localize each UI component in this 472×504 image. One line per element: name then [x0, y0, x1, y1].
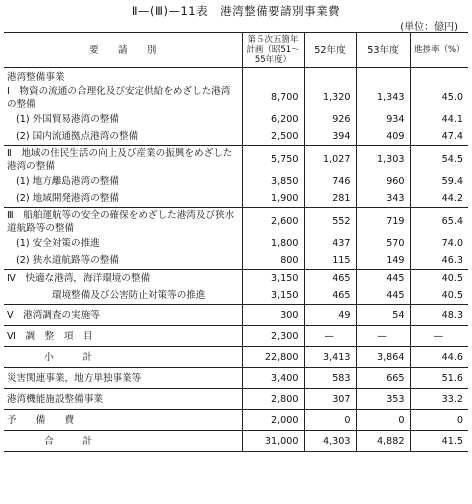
table-row [4, 410, 468, 431]
table-row [4, 146, 468, 174]
row-rate: 40.5 [410, 270, 468, 288]
budget-table [4, 32, 468, 452]
row-label: Ⅲ 船舶運航等の安全の確保をめざした港湾及び狭水道航路等の整備 [4, 208, 242, 236]
row-plan: 2,600 [242, 208, 304, 236]
row-plan: 300 [242, 305, 304, 326]
row-rate: 54.5 [410, 146, 468, 174]
row-rate: 48.3 [410, 305, 468, 326]
row-label: 合 計 [4, 431, 242, 452]
row-53: 445 [356, 287, 410, 305]
row-rate: 0 [410, 410, 468, 431]
row-label: 小 計 [4, 347, 242, 368]
table-row [4, 252, 468, 270]
row-plan: 22,800 [242, 347, 304, 368]
row-52: — [304, 326, 356, 347]
row-plan: 2,300 [242, 326, 304, 347]
row-label: Ⅱ 地域の住民生活の向上及び産業の振興をめざした港湾の整備 [4, 146, 242, 174]
row-52: 1,320 [304, 84, 356, 111]
row-53: — [356, 326, 410, 347]
row-plan: 3,400 [242, 368, 304, 389]
row-rate: 47.4 [410, 128, 468, 146]
table-row [4, 111, 468, 128]
row-53: 4,882 [356, 431, 410, 452]
row-label: (2) 狭水道航路等の整備 [16, 255, 119, 266]
row-rate: 40.5 [410, 287, 468, 305]
header-53: 53年度 [356, 33, 410, 68]
row-plan: 8,700 [242, 84, 304, 111]
table-row [4, 270, 468, 288]
row-53: 3,864 [356, 347, 410, 368]
row-label: Ⅳ 快適な港湾，海洋環境の整備 [4, 270, 242, 288]
row-plan: 2,800 [242, 389, 304, 410]
header-plan: 第５次五箇年計画（昭51～55年度） [242, 33, 304, 68]
row-52: 583 [304, 368, 356, 389]
row-plan: 3,150 [242, 287, 304, 305]
row-53: 0 [356, 410, 410, 431]
table-row [4, 235, 468, 252]
table-row [4, 287, 468, 305]
row-label: Ⅰ 物資の流通の合理化及び安定供給をめざした港湾の整備 [7, 85, 231, 110]
row-label: Ⅵ 調 整 項 目 [4, 326, 242, 347]
header-52: 52年度 [304, 33, 356, 68]
row-53: 149 [356, 252, 410, 270]
row-53: 665 [356, 368, 410, 389]
row-plan: 6,200 [242, 111, 304, 128]
row-plan: 800 [242, 252, 304, 270]
row-rate: 59.4 [410, 173, 468, 190]
row-53: 343 [356, 190, 410, 208]
row-53: 570 [356, 235, 410, 252]
header-category: 要 請 別 [4, 33, 242, 68]
row-52: 3,413 [304, 347, 356, 368]
row-label: 港湾機能施設整備事業 [4, 389, 242, 410]
row-53: 409 [356, 128, 410, 146]
row-53: 1,303 [356, 146, 410, 174]
row-label: 災害関連事業，地方単独事業等 [4, 368, 242, 389]
table-row [4, 368, 468, 389]
row-label: (1) 外国貿易港湾の整備 [16, 114, 119, 125]
row-rate: 74.0 [410, 235, 468, 252]
row-plan: 1,800 [242, 235, 304, 252]
row-plan: 3,150 [242, 270, 304, 288]
row-label: 予 備 費 [4, 410, 242, 431]
row-52: 115 [304, 252, 356, 270]
row-53: 353 [356, 389, 410, 410]
row-label: (1) 安全対策の推進 [16, 238, 100, 249]
row-rate: 46.3 [410, 252, 468, 270]
row-52: 926 [304, 111, 356, 128]
row-53: 719 [356, 208, 410, 236]
row-rate: 33.2 [410, 389, 468, 410]
row-plan: 2,000 [242, 410, 304, 431]
unit-note: (単位：億円) [400, 22, 458, 33]
row-label: (2) 地域開発港湾の整備 [16, 193, 119, 204]
row-rate: 51.6 [410, 368, 468, 389]
row-rate: — [410, 326, 468, 347]
row-52: 746 [304, 173, 356, 190]
table-title: Ⅱ—(Ⅲ)—11表 港湾整備要請別事業費 [131, 4, 341, 18]
section-heading-row [4, 68, 468, 85]
row-53: 1,343 [356, 84, 410, 111]
row-rate: 45.0 [410, 84, 468, 111]
subtotal-row [4, 347, 468, 368]
row-plan: 2,500 [242, 128, 304, 146]
row-53: 934 [356, 111, 410, 128]
table-row [4, 326, 468, 347]
row-plan: 3,850 [242, 173, 304, 190]
section-heading: 港湾整備事業 [7, 72, 65, 83]
total-row [4, 431, 468, 452]
row-plan: 5,750 [242, 146, 304, 174]
row-52: 437 [304, 235, 356, 252]
row-52: 4,303 [304, 431, 356, 452]
row-52: 0 [304, 410, 356, 431]
table-row [4, 173, 468, 190]
header-progress: 進捗率（%） [410, 33, 468, 68]
row-52: 281 [304, 190, 356, 208]
row-53: 960 [356, 173, 410, 190]
row-label: Ⅴ 港湾調査の実施等 [4, 305, 242, 326]
table-row [4, 84, 468, 111]
row-52: 465 [304, 287, 356, 305]
row-plan: 31,000 [242, 431, 304, 452]
row-rate: 44.2 [410, 190, 468, 208]
row-52: 465 [304, 270, 356, 288]
row-plan: 1,900 [242, 190, 304, 208]
table-row [4, 389, 468, 410]
row-label: 環境整備及び公害防止対策等の推進 [52, 290, 206, 301]
table-row [4, 208, 468, 236]
row-label: (1) 地方離島港湾の整備 [16, 176, 119, 187]
row-52: 307 [304, 389, 356, 410]
row-52: 394 [304, 128, 356, 146]
table-row [4, 305, 468, 326]
row-rate: 65.4 [410, 208, 468, 236]
table-row [4, 128, 468, 146]
row-52: 552 [304, 208, 356, 236]
row-rate: 44.6 [410, 347, 468, 368]
row-52: 1,027 [304, 146, 356, 174]
table-row [4, 190, 468, 208]
row-label: (2) 国内流通拠点港湾の整備 [16, 131, 139, 142]
row-53: 445 [356, 270, 410, 288]
row-rate: 41.5 [410, 431, 468, 452]
row-rate: 44.1 [410, 111, 468, 128]
row-52: 49 [304, 305, 356, 326]
row-53: 54 [356, 305, 410, 326]
